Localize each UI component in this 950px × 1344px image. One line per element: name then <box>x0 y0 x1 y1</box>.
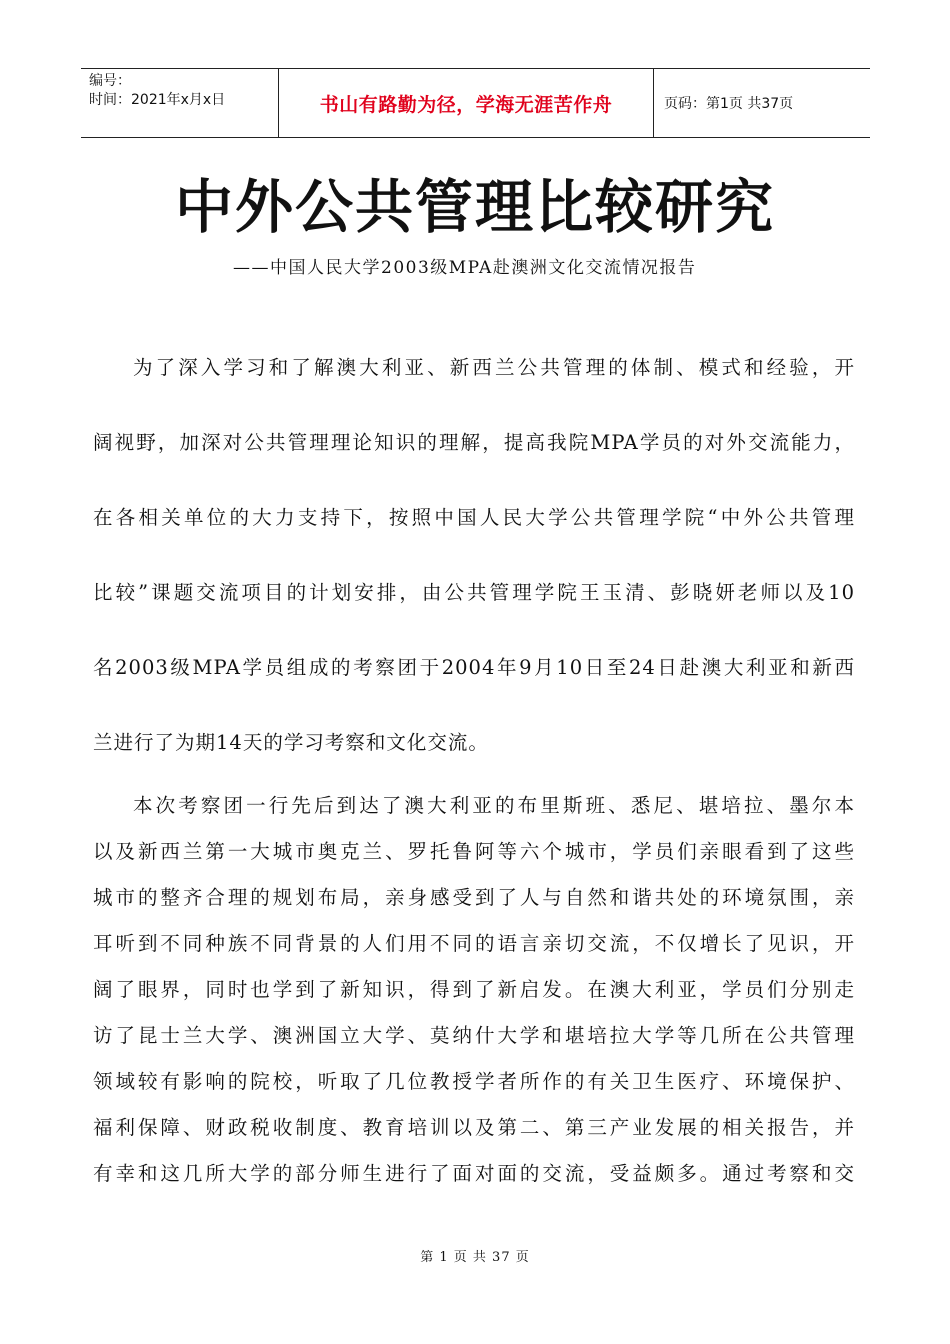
document-title: 中外公共管理比较研究 <box>174 173 775 241</box>
header-page-info: 页码：第1页 共37页 <box>664 96 794 112</box>
paragraph-line: 福利保障、财政税收制度、教育培训以及第二、第三产业发展的相关报告，并 <box>93 1116 855 1139</box>
paragraph-line: 阔视野，加深对公共管理理论知识的理解，提高我院MPA学员的对外交流能力， <box>93 431 855 454</box>
paragraph-line: 兰进行了为期14天的学习考察和文化交流。 <box>93 731 489 754</box>
paragraph-line: 比较”课题交流项目的计划安排，由公共管理学院王玉清、彭晓妍老师以及10 <box>93 581 855 604</box>
paragraph-line: 城市的整齐合理的规划布局，亲身感受到了人与自然和谐共处的环境氛围，亲 <box>93 886 855 909</box>
page-footer: 第 1 页 共 37 页 <box>420 1250 530 1265</box>
paragraph-line: 本次考察团一行先后到达了澳大利亚的布里斯班、悉尼、堪培拉、墨尔本 <box>133 794 855 817</box>
document-subtitle: ——中国人民大学2003级MPA赴澳洲文化交流情况报告 <box>233 258 697 278</box>
header-motto: 书山有路勤为径，学海无涯苦作舟 <box>279 69 654 137</box>
paragraph-line: 名2003级MPA学员组成的考察团于2004年9月10日至24日赴澳大利亚和新西 <box>93 656 855 679</box>
paragraph-line: 访了昆士兰大学、澳洲国立大学、莫纳什大学和堪培拉大学等几所在公共管理 <box>93 1024 855 1047</box>
paragraph-line: 以及新西兰第一大城市奥克兰、罗托鲁阿等六个城市，学员们亲眼看到了这些 <box>93 840 855 863</box>
document-number-label: 编号： <box>89 73 131 89</box>
paragraph-line: 为了深入学习和了解澳大利亚、新西兰公共管理的体制、模式和经验，开 <box>133 356 855 379</box>
paragraph-1 <box>93 348 855 798</box>
header-table <box>81 68 870 138</box>
paragraph-line: 领域较有影响的院校，听取了几位教授学者所作的有关卫生医疗、环境保护、 <box>93 1070 855 1093</box>
header-meta <box>81 69 279 137</box>
document-time-label: 时间：2021年x月x日 <box>89 92 226 108</box>
paragraph-2 <box>93 786 855 1200</box>
paragraph-line: 阔了眼界，同时也学到了新知识，得到了新启发。在澳大利亚，学员们分别走 <box>93 978 855 1001</box>
paragraph-line: 耳听到不同种族不同背景的人们用不同的语言亲切交流，不仅增长了见识，开 <box>93 932 855 955</box>
paragraph-line: 有幸和这几所大学的部分师生进行了面对面的交流，受益颇多。通过考察和交 <box>93 1162 855 1185</box>
paragraph-line: 在各相关单位的大力支持下，按照中国人民大学公共管理学院“中外公共管理 <box>93 506 855 529</box>
